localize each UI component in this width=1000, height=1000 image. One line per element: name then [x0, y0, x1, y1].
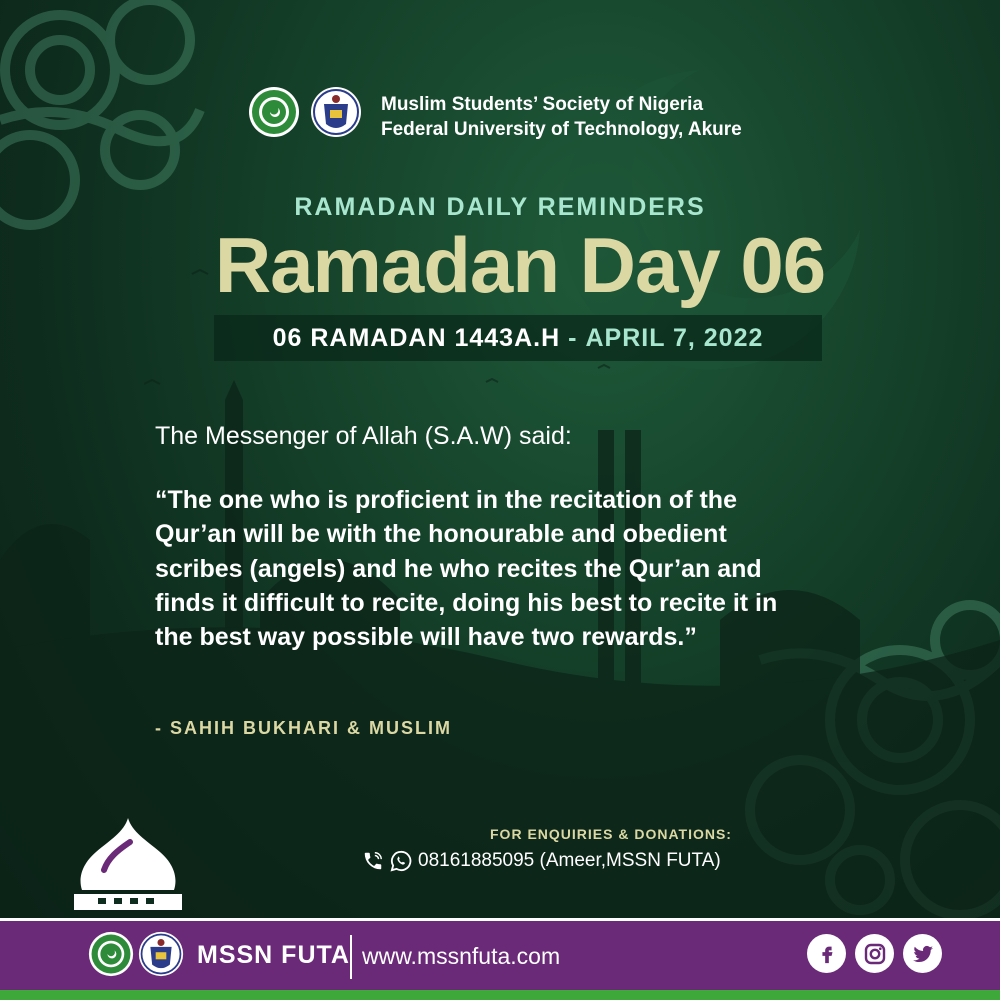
whatsapp-icon: [390, 850, 412, 872]
instagram-link[interactable]: [855, 934, 894, 973]
mssn-logo-icon: [88, 931, 134, 977]
page-title: Ramadan Day 06: [214, 221, 826, 309]
footer-logos: [88, 931, 184, 977]
twitter-icon: [911, 942, 935, 966]
instagram-icon: [863, 942, 887, 966]
twitter-link[interactable]: [903, 934, 942, 973]
phone-icon: [362, 850, 384, 872]
contact-line: [362, 850, 721, 872]
footer-accent-strip: [0, 990, 1000, 1000]
futa-logo-icon: [310, 86, 362, 138]
mosque-dome-icon: [74, 818, 182, 910]
mssn-logo-icon: [248, 86, 300, 138]
hadith-intro: The Messenger of Allah (S.A.W) said:: [155, 422, 572, 450]
hadith-source: - SAHIH BUKHARI & MUSLIM: [155, 718, 452, 738]
contact-text: 08161885095 (Ameer,MSSN FUTA): [418, 850, 721, 871]
enquiries-label: FOR ENQUIRIES & DONATIONS:: [490, 826, 732, 842]
hadith-quote: “The one who is proficient in the recitation of the Qur’an will be with the honourable and obedient scribes (angels) and he who recites the Qur’an and finds it difficult to recite, doing his best to recite it in the best way possible will have two rewards.”: [155, 486, 778, 652]
hijri-date: 06 RAMADAN 1443A.H: [272, 323, 561, 352]
kicker-heading: RAMADAN DAILY REMINDERS: [294, 193, 706, 221]
social-links: [807, 934, 942, 973]
org-name-line1: Muslim Students’ Society of Nigeria: [381, 94, 704, 115]
footer-divider: [350, 935, 352, 979]
facebook-link[interactable]: [807, 934, 846, 973]
header-logos: [248, 86, 362, 138]
gregorian-date: APRIL 7, 2022: [585, 323, 764, 352]
website-link[interactable]: www.mssnfuta.com: [362, 943, 561, 969]
date-separator: -: [568, 323, 578, 352]
futa-logo-icon: [138, 931, 184, 977]
org-name: [381, 92, 742, 142]
facebook-icon: [816, 943, 838, 965]
ornament-top-left-icon: [0, 0, 200, 225]
footer-bar: [0, 918, 1000, 990]
org-name-line2: Federal University of Technology, Akure: [381, 119, 742, 140]
date-banner: [214, 315, 822, 361]
footer-brand: MSSN FUTA: [197, 941, 350, 969]
